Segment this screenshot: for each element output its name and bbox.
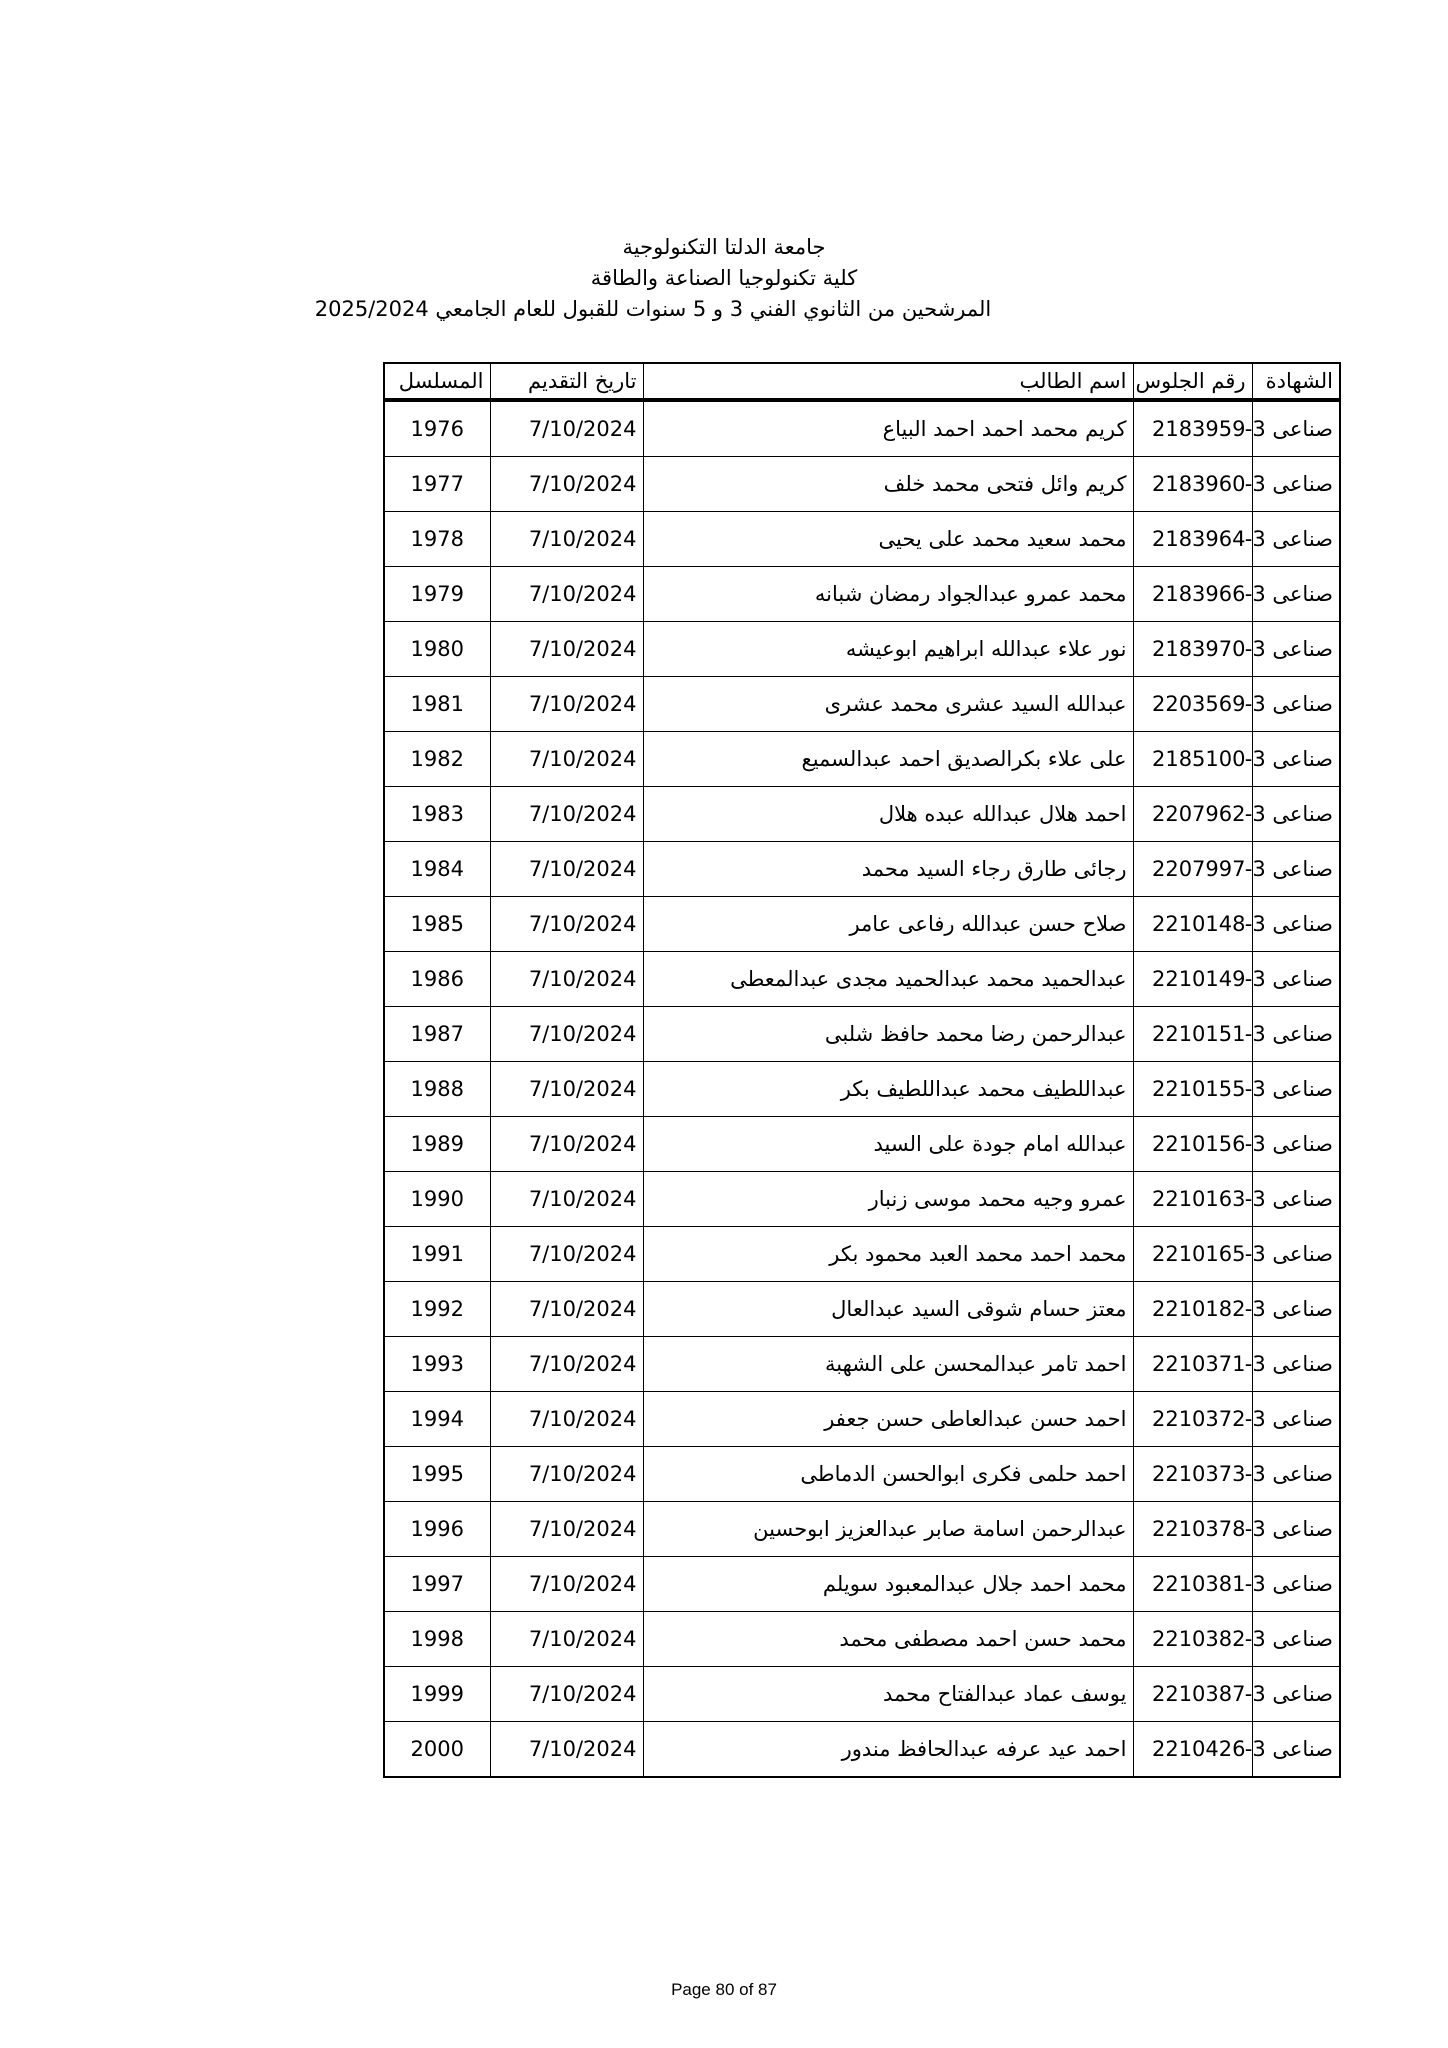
- cell-application-date: 7/10/2024: [490, 567, 643, 622]
- table-row: [384, 512, 1340, 567]
- cell-student-name: صلاح حسن عبدالله رفاعى عامر: [643, 897, 1133, 952]
- cell-serial: 1992: [384, 1282, 490, 1337]
- cell-application-date: 7/10/2024: [490, 1557, 643, 1612]
- table-body: [384, 400, 1340, 1777]
- table-row: [384, 1337, 1340, 1392]
- cell-application-date: 7/10/2024: [490, 1447, 643, 1502]
- cell-seat-number: 2183960: [1133, 457, 1252, 512]
- cell-certificate: صناعى 3-: [1252, 1557, 1340, 1612]
- cell-seat-number: 2183964: [1133, 512, 1252, 567]
- cell-serial: 1989: [384, 1117, 490, 1172]
- cell-serial: 1991: [384, 1227, 490, 1282]
- table-row: [384, 1667, 1340, 1722]
- table-row: [384, 1392, 1340, 1447]
- table-row: [384, 897, 1340, 952]
- cell-application-date: 7/10/2024: [490, 1392, 643, 1447]
- cell-serial: 2000: [384, 1722, 490, 1778]
- table-header-row: [384, 363, 1340, 400]
- cell-seat-number: 2210382: [1133, 1612, 1252, 1667]
- cell-application-date: 7/10/2024: [490, 457, 643, 512]
- cell-serial: 1987: [384, 1007, 490, 1062]
- cell-certificate: صناعى 3-: [1252, 457, 1340, 512]
- cell-seat-number: 2210378: [1133, 1502, 1252, 1557]
- cell-seat-number: 2183959: [1133, 400, 1252, 457]
- table-row: [384, 1447, 1340, 1502]
- cell-student-name: نور علاء عبدالله ابراهيم ابوعيشه: [643, 622, 1133, 677]
- cell-student-name: عبدالله امام جودة على السيد: [643, 1117, 1133, 1172]
- cell-serial: 1999: [384, 1667, 490, 1722]
- cell-student-name: محمد احمد جلال عبدالمعبود سويلم: [643, 1557, 1133, 1612]
- column-header-serial: المسلسل: [384, 363, 490, 400]
- cell-serial: 1986: [384, 952, 490, 1007]
- cell-certificate: صناعى 3-: [1252, 1337, 1340, 1392]
- document-header: [0, 232, 1448, 325]
- cell-application-date: 7/10/2024: [490, 787, 643, 842]
- cell-certificate: صناعى 3-: [1252, 732, 1340, 787]
- university-title: جامعة الدلتا التكنولوجية: [622, 235, 826, 259]
- cell-student-name: احمد هلال عبدالله عبده هلال: [643, 787, 1133, 842]
- cell-application-date: 7/10/2024: [490, 512, 643, 567]
- cell-application-date: 7/10/2024: [490, 677, 643, 732]
- cell-serial: 1998: [384, 1612, 490, 1667]
- cell-application-date: 7/10/2024: [490, 1007, 643, 1062]
- candidates-table: [383, 362, 1341, 1778]
- cell-certificate: صناعى 3-: [1252, 1612, 1340, 1667]
- cell-seat-number: 2210149: [1133, 952, 1252, 1007]
- cell-student-name: على علاء بكرالصديق احمد عبدالسميع: [643, 732, 1133, 787]
- cell-student-name: محمد حسن احمد مصطفى محمد: [643, 1612, 1133, 1667]
- cell-certificate: صناعى 3-: [1252, 842, 1340, 897]
- cell-serial: 1978: [384, 512, 490, 567]
- cell-application-date: 7/10/2024: [490, 1502, 643, 1557]
- cell-certificate: صناعى 3-: [1252, 787, 1340, 842]
- cell-certificate: صناعى 3-: [1252, 567, 1340, 622]
- cell-seat-number: 2210373: [1133, 1447, 1252, 1502]
- table-row: [384, 1227, 1340, 1282]
- cell-student-name: عبدالله السيد عشرى محمد عشرى: [643, 677, 1133, 732]
- table-row: [384, 1117, 1340, 1172]
- cell-student-name: كريم وائل فتحى محمد خلف: [643, 457, 1133, 512]
- cell-seat-number: 2210151: [1133, 1007, 1252, 1062]
- cell-student-name: عبدالرحمن اسامة صابر عبدالعزيز ابوحسين: [643, 1502, 1133, 1557]
- table-row: [384, 732, 1340, 787]
- cell-seat-number: 2185100: [1133, 732, 1252, 787]
- cell-seat-number: 2210148: [1133, 897, 1252, 952]
- cell-student-name: عبدالحميد محمد عبدالحميد مجدى عبدالمعطى: [643, 952, 1133, 1007]
- cell-student-name: يوسف عماد عبدالفتاح محمد: [643, 1667, 1133, 1722]
- table-row: [384, 1722, 1340, 1778]
- table-row: [384, 1612, 1340, 1667]
- cell-application-date: 7/10/2024: [490, 952, 643, 1007]
- cell-student-name: عمرو وجيه محمد موسى زنبار: [643, 1172, 1133, 1227]
- cell-student-name: عبدالرحمن رضا محمد حافظ شلبى: [643, 1007, 1133, 1062]
- cell-serial: 1979: [384, 567, 490, 622]
- cell-serial: 1990: [384, 1172, 490, 1227]
- cell-certificate: صناعى 3-: [1252, 1007, 1340, 1062]
- cell-application-date: 7/10/2024: [490, 842, 643, 897]
- cell-seat-number: 2183970: [1133, 622, 1252, 677]
- cell-application-date: 7/10/2024: [490, 897, 643, 952]
- cell-student-name: محمد سعيد محمد على يحيى: [643, 512, 1133, 567]
- cell-certificate: صناعى 3-: [1252, 512, 1340, 567]
- table-row: [384, 457, 1340, 512]
- table-row: [384, 1282, 1340, 1337]
- cell-seat-number: 2210165: [1133, 1227, 1252, 1282]
- cell-seat-number: 2183966: [1133, 567, 1252, 622]
- cell-serial: 1983: [384, 787, 490, 842]
- cell-seat-number: 2210372: [1133, 1392, 1252, 1447]
- cell-serial: 1993: [384, 1337, 490, 1392]
- cell-certificate: صناعى 3-: [1252, 1062, 1340, 1117]
- table-row: [384, 622, 1340, 677]
- column-header-certificate: الشهادة: [1252, 363, 1340, 400]
- cell-application-date: 7/10/2024: [490, 732, 643, 787]
- cell-serial: 1981: [384, 677, 490, 732]
- cell-student-name: احمد عيد عرفه عبدالحافظ مندور: [643, 1722, 1133, 1778]
- table-row: [384, 952, 1340, 1007]
- table-row: [384, 567, 1340, 622]
- table-row: [384, 842, 1340, 897]
- cell-certificate: صناعى 3-: [1252, 1502, 1340, 1557]
- cell-application-date: 7/10/2024: [490, 1722, 643, 1778]
- cell-seat-number: 2210381: [1133, 1557, 1252, 1612]
- list-subtitle: المرشحين من الثانوي الفني 3 و 5 سنوات للقبول للعام الجامعي 2025/2024: [314, 297, 992, 321]
- cell-seat-number: 2210163: [1133, 1172, 1252, 1227]
- cell-serial: 1980: [384, 622, 490, 677]
- cell-application-date: 7/10/2024: [490, 1612, 643, 1667]
- cell-student-name: رجائى طارق رجاء السيد محمد: [643, 842, 1133, 897]
- column-header-application-date: تاريخ التقديم: [490, 363, 643, 400]
- faculty-title: كلية تكنولوجيا الصناعة والطاقة: [590, 266, 858, 290]
- cell-student-name: محمد احمد محمد العبد محمود بكر: [643, 1227, 1133, 1282]
- table-row: [384, 1502, 1340, 1557]
- cell-serial: 1982: [384, 732, 490, 787]
- column-header-student-name: اسم الطالب: [643, 363, 1133, 400]
- cell-application-date: 7/10/2024: [490, 1172, 643, 1227]
- cell-certificate: صناعى 3-: [1252, 1447, 1340, 1502]
- cell-seat-number: 2207997: [1133, 842, 1252, 897]
- cell-certificate: صناعى 3-: [1252, 622, 1340, 677]
- cell-serial: 1994: [384, 1392, 490, 1447]
- cell-seat-number: 2210371: [1133, 1337, 1252, 1392]
- cell-certificate: صناعى 3-: [1252, 1722, 1340, 1778]
- cell-serial: 1977: [384, 457, 490, 512]
- cell-certificate: صناعى 3-: [1252, 897, 1340, 952]
- cell-certificate: صناعى 3-: [1252, 952, 1340, 1007]
- cell-seat-number: 2210156: [1133, 1117, 1252, 1172]
- table-row: [384, 400, 1340, 457]
- page-number: Page 80 of 87: [671, 1980, 777, 1999]
- cell-serial: 1988: [384, 1062, 490, 1117]
- table-row: [384, 1172, 1340, 1227]
- column-header-seat-number: رقم الجلوس: [1133, 363, 1252, 400]
- table-row: [384, 1062, 1340, 1117]
- cell-serial: 1997: [384, 1557, 490, 1612]
- cell-serial: 1976: [384, 400, 490, 457]
- cell-application-date: 7/10/2024: [490, 622, 643, 677]
- cell-application-date: 7/10/2024: [490, 1062, 643, 1117]
- cell-seat-number: 2203569: [1133, 677, 1252, 732]
- cell-seat-number: 2207962: [1133, 787, 1252, 842]
- cell-student-name: محمد عمرو عبدالجواد رمضان شبانه: [643, 567, 1133, 622]
- cell-certificate: صناعى 3-: [1252, 677, 1340, 732]
- cell-certificate: صناعى 3-: [1252, 1392, 1340, 1447]
- cell-certificate: صناعى 3-: [1252, 400, 1340, 457]
- table-row: [384, 677, 1340, 732]
- cell-seat-number: 2210387: [1133, 1667, 1252, 1722]
- cell-application-date: 7/10/2024: [490, 1227, 643, 1282]
- cell-application-date: 7/10/2024: [490, 1667, 643, 1722]
- cell-application-date: 7/10/2024: [490, 1282, 643, 1337]
- cell-certificate: صناعى 3-: [1252, 1282, 1340, 1337]
- cell-seat-number: 2210182: [1133, 1282, 1252, 1337]
- cell-seat-number: 2210155: [1133, 1062, 1252, 1117]
- cell-student-name: كريم محمد احمد احمد البياع: [643, 400, 1133, 457]
- table-row: [384, 1557, 1340, 1612]
- table-row: [384, 1007, 1340, 1062]
- cell-serial: 1995: [384, 1447, 490, 1502]
- cell-student-name: معتز حسام شوقى السيد عبدالعال: [643, 1282, 1133, 1337]
- cell-student-name: احمد حسن عبدالعاطى حسن جعفر: [643, 1392, 1133, 1447]
- cell-certificate: صناعى 3-: [1252, 1667, 1340, 1722]
- cell-serial: 1985: [384, 897, 490, 952]
- cell-certificate: صناعى 3-: [1252, 1227, 1340, 1282]
- cell-serial: 1984: [384, 842, 490, 897]
- cell-application-date: 7/10/2024: [490, 1337, 643, 1392]
- table-row: [384, 787, 1340, 842]
- cell-serial: 1996: [384, 1502, 490, 1557]
- cell-seat-number: 2210426: [1133, 1722, 1252, 1778]
- cell-certificate: صناعى 3-: [1252, 1117, 1340, 1172]
- cell-student-name: احمد تامر عبدالمحسن على الشهبة: [643, 1337, 1133, 1392]
- cell-application-date: 7/10/2024: [490, 400, 643, 457]
- cell-certificate: صناعى 3-: [1252, 1172, 1340, 1227]
- cell-student-name: عبداللطيف محمد عبداللطيف بكر: [643, 1062, 1133, 1117]
- cell-application-date: 7/10/2024: [490, 1117, 643, 1172]
- cell-student-name: احمد حلمى فكرى ابوالحسن الدماطى: [643, 1447, 1133, 1502]
